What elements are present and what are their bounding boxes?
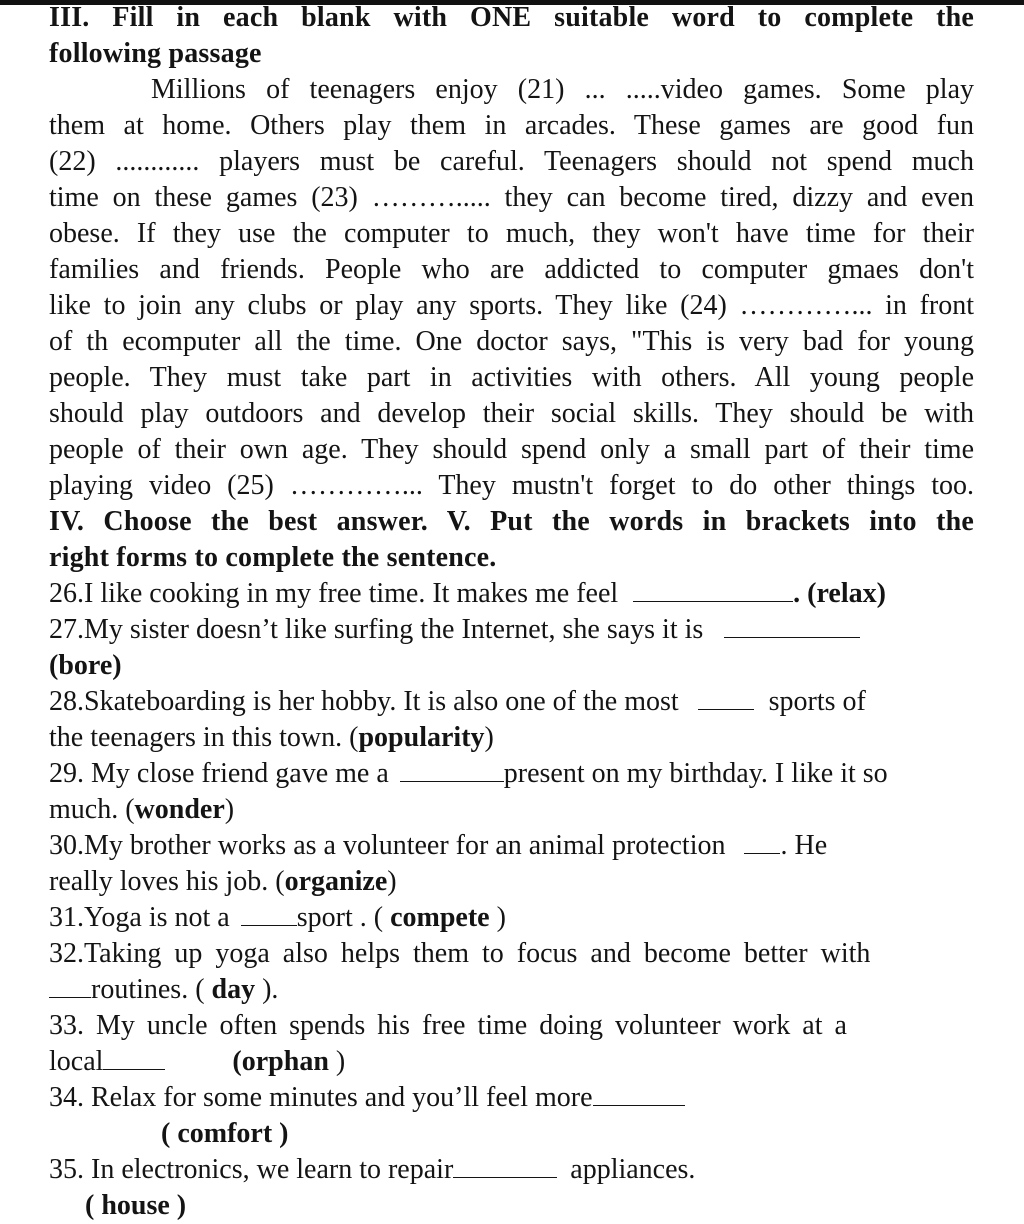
question-text: really loves his job. (: [49, 866, 285, 897]
passage: [49, 72, 974, 504]
worksheet: [49, 0, 974, 1224]
question-text: ).: [262, 974, 279, 1005]
question-text: the teenagers in this town. (: [49, 722, 359, 753]
question-29: [49, 756, 974, 792]
question-text: 31.Yoga is not a: [49, 902, 230, 933]
passage-line: time on these games (23) ………..... they can become tired, dizzy and even: [49, 182, 974, 213]
question-text: 33. My uncle often spends his free time doing volunteer work at a: [49, 1010, 847, 1041]
question-26: [49, 576, 974, 612]
question-32: [49, 936, 974, 972]
question-text: 34. Relax for some minutes and you’ll feel more: [49, 1082, 593, 1113]
question-text: 35. In electronics, we learn to repair: [49, 1154, 454, 1185]
question-30: [49, 828, 974, 864]
question-text: present on my birthday. I like it so: [503, 758, 888, 789]
word-hint: day: [211, 974, 256, 1005]
word-hint: compete: [390, 902, 490, 933]
question-27-hint-line: [49, 648, 974, 684]
passage-line: playing video (25) …………... They mustn't forget to do other things too.: [49, 470, 974, 501]
answer-blank[interactable]: [593, 1083, 685, 1106]
word-hint: organize: [284, 866, 388, 897]
question-text: . He: [780, 830, 828, 861]
word-hint: popularity: [358, 722, 485, 753]
word-hint: ( comfort ): [161, 1118, 289, 1149]
question-text: ): [335, 1046, 346, 1077]
word-hint: wonder: [134, 794, 225, 825]
section-4-heading-line-2: right forms to complete the sentence.: [49, 542, 497, 573]
passage-line: should play outdoors and develop their social skills. They should be with: [49, 398, 974, 429]
question-text: 28.Skateboarding is her hobby. It is also one of the most: [49, 686, 679, 717]
question-31: [49, 900, 974, 936]
question-text: 30.My brother works as a volunteer for an animal protection: [49, 830, 726, 861]
question-text: much. (: [49, 794, 135, 825]
answer-blank[interactable]: [453, 1155, 557, 1178]
section-3-heading-line-1: III. Fill in each blank with ONE suitable word to complete the: [49, 2, 974, 33]
answer-blank[interactable]: [698, 687, 754, 710]
question-35-hint-line: [49, 1188, 974, 1224]
question-32-line-2: [49, 972, 974, 1008]
question-text: sport . (: [296, 902, 384, 933]
question-text: routines. (: [91, 974, 205, 1005]
question-text: 27.My sister doesn’t like surfing the Internet, she says it is: [49, 614, 704, 645]
answer-blank[interactable]: [103, 1047, 165, 1070]
question-35: [49, 1152, 974, 1188]
question-text: ): [224, 794, 235, 825]
passage-line: of th ecomputer all the time. One doctor says, "This is very bad for young: [49, 326, 974, 357]
word-hint: . (relax): [793, 578, 886, 609]
answer-blank[interactable]: [724, 615, 860, 638]
passage-line: people of their own age. They should spend only a small part of their time: [49, 434, 974, 465]
question-28: [49, 684, 974, 720]
answer-blank[interactable]: [633, 579, 793, 602]
question-text: ): [484, 722, 494, 753]
question-30-line-2: [49, 864, 974, 900]
passage-line: obese. If they use the computer to much, they won't have time for their: [49, 218, 974, 249]
passage-line: Millions of teenagers enjoy (21) ... .....video games. Some play: [151, 74, 974, 105]
question-text: 29. My close friend gave me a: [49, 758, 389, 789]
passage-line: people. They must take part in activities with others. All young people: [49, 362, 974, 393]
question-text: sports of: [768, 686, 866, 717]
section-3-heading-line-2: following passage: [49, 38, 262, 69]
word-hint: (orphan: [232, 1046, 329, 1077]
passage-line: them at home. Others play them in arcades. These games are good fun: [49, 110, 974, 141]
word-hint: (bore): [49, 650, 122, 681]
passage-line: (22) ............ players must be careful. Teenagers should not spend much: [49, 146, 974, 177]
question-text: appliances.: [570, 1154, 696, 1185]
question-33-line-2: [49, 1044, 974, 1080]
answer-blank[interactable]: [241, 903, 297, 926]
question-28-line-2: [49, 720, 974, 756]
question-text: ): [496, 902, 506, 933]
question-34: [49, 1080, 974, 1116]
question-text: 32.Taking up yoga also helps them to focus and become better with: [49, 938, 871, 969]
answer-blank[interactable]: [400, 759, 504, 782]
question-29-line-2: [49, 792, 974, 828]
question-text: local: [49, 1046, 104, 1077]
question-34-hint-line: [49, 1116, 974, 1152]
word-hint: ( house ): [85, 1190, 187, 1221]
answer-blank[interactable]: [744, 831, 780, 854]
question-text: ): [387, 866, 397, 897]
question-27: [49, 612, 974, 648]
passage-line: like to join any clubs or play any sports. They like (24) …………... in front: [49, 290, 974, 321]
question-text: 26.I like cooking in my free time. It makes me feel: [49, 578, 619, 609]
question-33: [49, 1008, 974, 1044]
section-4-heading-line-1: IV. Choose the best answer. V. Put the words in brackets into the: [49, 506, 974, 537]
answer-blank[interactable]: [49, 975, 91, 998]
passage-line: families and friends. People who are addicted to computer gmaes don't: [49, 254, 974, 285]
